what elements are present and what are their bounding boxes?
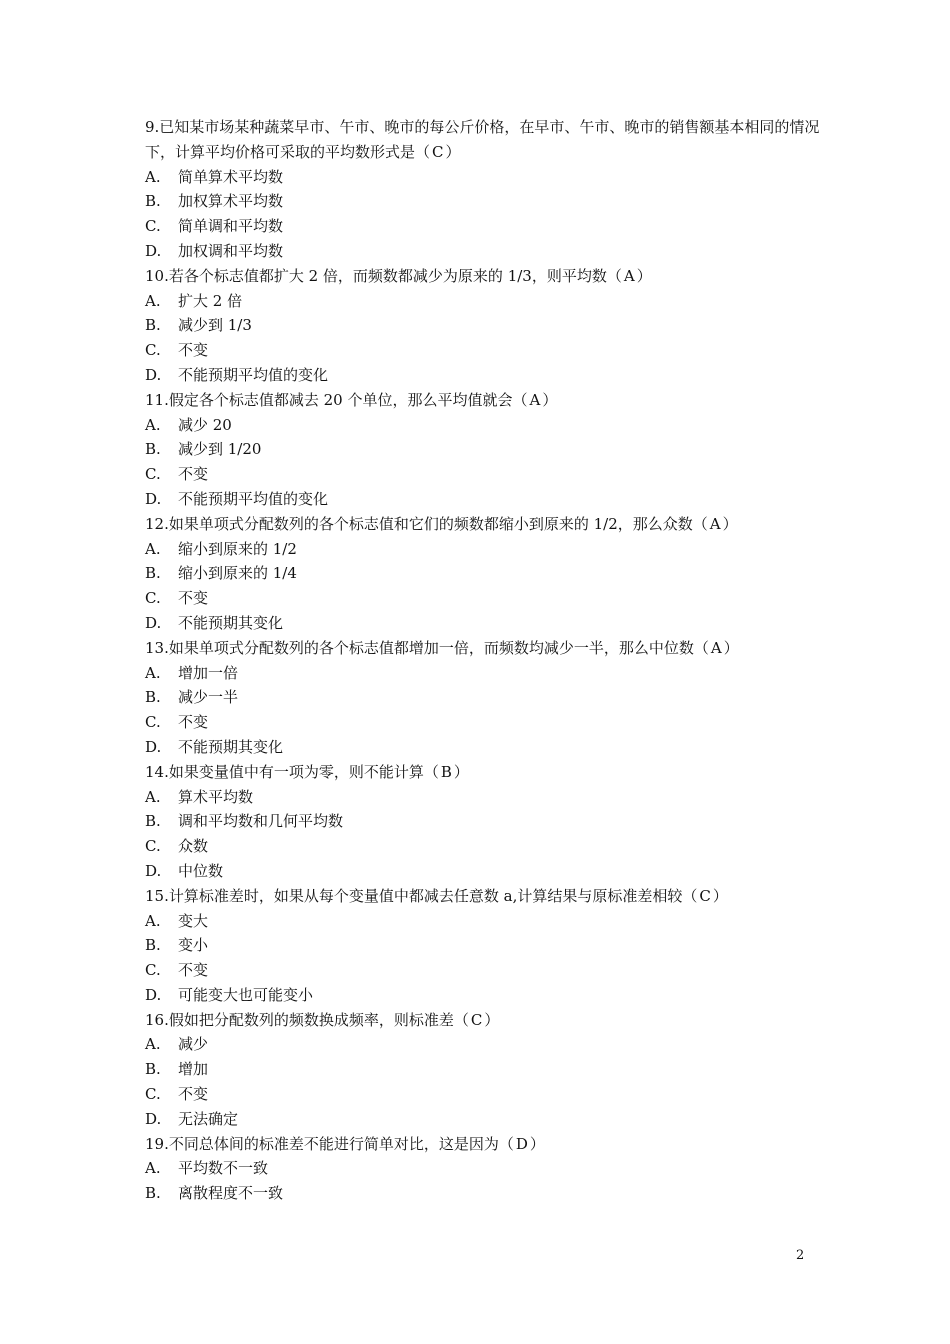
question-text: 13.如果单项式分配数列的各个标志值都增加一倍，而频数均减少一半，那么中位数（ [145, 638, 709, 657]
option-item [145, 189, 825, 214]
answer-close-paren: ） [484, 1010, 500, 1029]
option-letter: B. [145, 936, 161, 955]
question-list [145, 115, 825, 1206]
question-stem [145, 760, 825, 785]
answer-close-paren: ） [712, 886, 728, 905]
option-letter: C. [145, 961, 161, 980]
option-letter: C. [145, 465, 161, 484]
option-item [145, 1181, 825, 1206]
option-text: 减少 [178, 1035, 209, 1054]
option-letter: B. [145, 316, 161, 335]
option-item [145, 685, 825, 710]
question-text: 9.已知某市场某种蔬菜早市、午市、晚市的每公斤价格，在早市、午市、晚市的销售额基本相同的情况下，计算平均价格可采取的平均数形式是（ [145, 118, 820, 161]
answer-letter: C [699, 886, 711, 905]
option-text: 不能预期平均值的变化 [178, 489, 329, 508]
option-item [145, 859, 825, 884]
option-item [145, 289, 825, 314]
answer-letter: B [440, 762, 452, 781]
option-text: 减少到 1/3 [178, 316, 252, 335]
answer-close-paren: ） [542, 390, 558, 409]
answer-letter: D [515, 1134, 528, 1153]
option-letter: A. [145, 787, 161, 806]
answer-letter: A [709, 514, 721, 533]
answer-letter: C [470, 1010, 483, 1029]
option-text: 众数 [178, 837, 209, 856]
option-text: 无法确定 [178, 1109, 239, 1128]
option-item [145, 462, 825, 487]
option-letter: A. [145, 663, 161, 682]
option-letter: D. [145, 365, 162, 384]
option-text: 平均数不一致 [178, 1159, 269, 1178]
answer-close-paren: ） [722, 514, 738, 533]
option-text: 不变 [178, 961, 209, 980]
option-item [145, 338, 825, 363]
option-item [145, 834, 825, 859]
option-item [145, 710, 825, 735]
question-text: 14.如果变量值中有一项为零，则不能计算（ [145, 762, 439, 781]
option-text: 不变 [178, 465, 209, 484]
option-text: 减少 20 [178, 415, 232, 434]
option-letter: A. [145, 1159, 161, 1178]
option-text: 加权算术平均数 [178, 192, 284, 211]
option-letter: A. [145, 167, 161, 186]
option-text: 不变 [178, 589, 209, 608]
option-text: 减少一半 [178, 688, 239, 707]
option-letter: D. [145, 737, 162, 756]
option-letter: B. [145, 440, 161, 459]
option-item [145, 537, 825, 562]
question-text: 11.假定各个标志值都减去 20 个单位，那么平均值就会（ [145, 390, 528, 409]
option-text: 减少到 1/20 [178, 440, 262, 459]
option-letter: C. [145, 713, 161, 732]
option-item [145, 611, 825, 636]
option-letter: D. [145, 613, 162, 632]
option-text: 离散程度不一致 [178, 1184, 284, 1203]
option-text: 不变 [178, 713, 209, 732]
option-text: 变小 [178, 936, 209, 955]
option-text: 不变 [178, 341, 209, 360]
option-letter: D. [145, 985, 162, 1004]
option-text: 不能预期其变化 [178, 613, 284, 632]
option-item [145, 413, 825, 438]
option-item [145, 437, 825, 462]
answer-letter: A [623, 266, 635, 285]
question-text: 15.计算标准差时，如果从每个变量值中都减去任意数 a,计算结果与原标准差相较（ [145, 886, 698, 905]
answer-letter: A [710, 638, 722, 657]
option-text: 算术平均数 [178, 787, 254, 806]
option-item [145, 1032, 825, 1057]
option-text: 变大 [178, 911, 209, 930]
option-item [145, 933, 825, 958]
option-letter: A. [145, 911, 161, 930]
option-letter: B. [145, 1060, 161, 1079]
option-text: 增加一倍 [178, 663, 239, 682]
option-text: 中位数 [178, 861, 224, 880]
option-letter: B. [145, 812, 161, 831]
option-item [145, 809, 825, 834]
option-letter: D. [145, 861, 162, 880]
option-text: 缩小到原来的 1/2 [178, 539, 297, 558]
option-text: 简单调和平均数 [178, 217, 284, 236]
option-letter: C. [145, 341, 161, 360]
option-letter: C. [145, 589, 161, 608]
option-text: 不能预期平均值的变化 [178, 365, 329, 384]
question-text: 10.若各个标志值都扩大 2 倍，而频数都减少为原来的 1/3，则平均数（ [145, 266, 622, 285]
option-letter: B. [145, 192, 161, 211]
option-item [145, 1156, 825, 1181]
answer-close-paren: ） [529, 1134, 545, 1153]
option-item [145, 909, 825, 934]
option-letter: A. [145, 415, 161, 434]
option-item [145, 1107, 825, 1132]
answer-close-paren: ） [453, 762, 469, 781]
option-item [145, 214, 825, 239]
question-stem [145, 512, 825, 537]
option-letter: B. [145, 1184, 161, 1203]
option-item [145, 363, 825, 388]
question-stem [145, 388, 825, 413]
page-number: 2 [796, 1248, 805, 1263]
answer-close-paren: ） [723, 638, 739, 657]
option-letter: A. [145, 291, 161, 310]
option-letter: C. [145, 217, 161, 236]
option-item [145, 1082, 825, 1107]
question-stem [145, 884, 825, 909]
option-text: 不变 [178, 1085, 209, 1104]
option-text: 加权调和平均数 [178, 241, 284, 260]
option-letter: C. [145, 837, 161, 856]
option-text: 不能预期其变化 [178, 737, 284, 756]
answer-close-paren: ） [636, 266, 652, 285]
option-text: 缩小到原来的 1/4 [178, 564, 297, 583]
option-item [145, 487, 825, 512]
option-item [145, 661, 825, 686]
option-item [145, 239, 825, 264]
option-text: 调和平均数和几何平均数 [178, 812, 344, 831]
option-text: 增加 [178, 1060, 209, 1079]
option-text: 简单算术平均数 [178, 167, 284, 186]
answer-close-paren: ） [445, 142, 461, 161]
option-item [145, 586, 825, 611]
option-item [145, 958, 825, 983]
option-letter: D. [145, 1109, 162, 1128]
question-text: 16.假如把分配数列的频数换成频率，则标准差（ [145, 1010, 469, 1029]
question-stem [145, 1132, 825, 1157]
question-stem [145, 1008, 825, 1033]
option-letter: B. [145, 564, 161, 583]
option-item [145, 313, 825, 338]
option-letter: A. [145, 1035, 161, 1054]
option-letter: D. [145, 241, 162, 260]
option-text: 扩大 2 倍 [178, 291, 243, 310]
question-stem [145, 115, 825, 165]
option-item [145, 983, 825, 1008]
question-text: 12.如果单项式分配数列的各个标志值和它们的频数都缩小到原来的 1/2，那么众数（ [145, 514, 708, 533]
option-letter: B. [145, 688, 161, 707]
answer-letter: A [529, 390, 541, 409]
option-item [145, 735, 825, 760]
question-stem [145, 636, 825, 661]
option-item [145, 165, 825, 190]
option-letter: D. [145, 489, 162, 508]
option-letter: A. [145, 539, 161, 558]
option-item [145, 785, 825, 810]
option-item [145, 561, 825, 586]
option-item [145, 1057, 825, 1082]
answer-letter: C [432, 142, 444, 161]
option-letter: C. [145, 1085, 161, 1104]
question-text: 19.不同总体间的标准差不能进行简单对比，这是因为（ [145, 1134, 514, 1153]
option-text: 可能变大也可能变小 [178, 985, 314, 1004]
question-stem [145, 264, 825, 289]
